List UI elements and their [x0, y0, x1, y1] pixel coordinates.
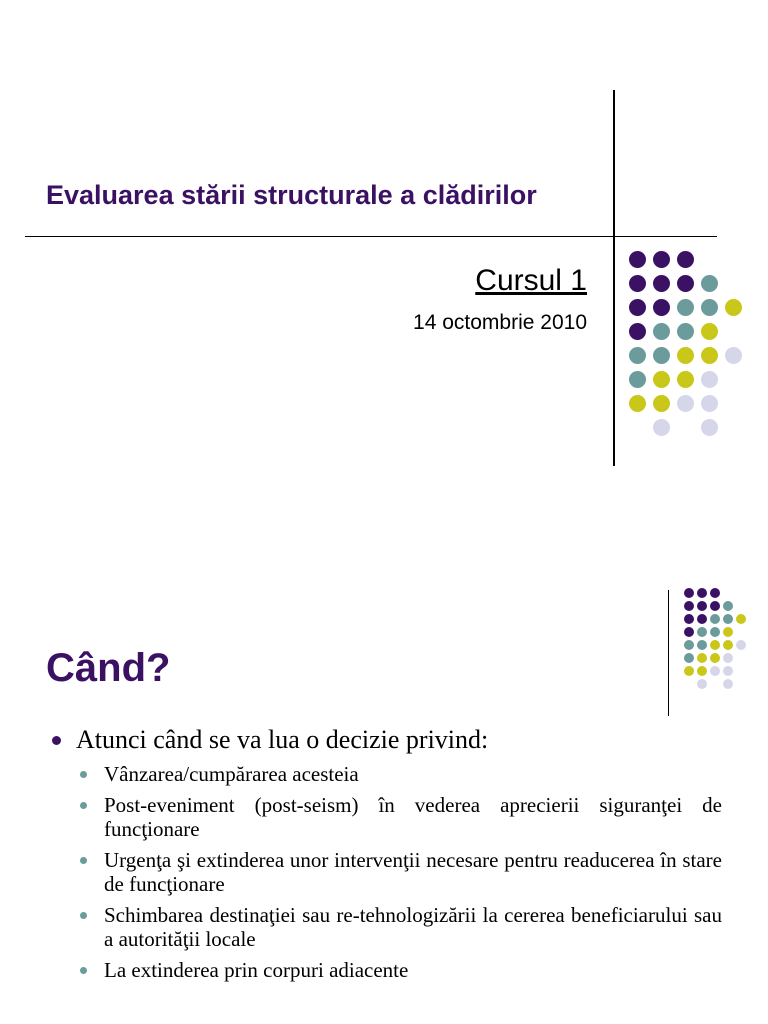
sub-bullet-item — [74, 903, 722, 951]
decorative-dot — [653, 299, 670, 316]
bullet-list — [46, 724, 722, 989]
decorative-dot — [677, 275, 694, 292]
slide-2 — [0, 512, 768, 1024]
decorative-dot — [697, 653, 707, 663]
decorative-dot — [684, 601, 694, 611]
decorative-dot — [723, 627, 733, 637]
slide-title: Evaluarea stării structurale a clădirilor — [46, 180, 537, 210]
bullet-icon — [52, 736, 61, 745]
sub-bullet-text: Vânzarea/cumpărarea acesteia — [104, 762, 359, 786]
decorative-dot — [629, 251, 646, 268]
decorative-dot — [710, 627, 720, 637]
sub-bullet-item — [74, 762, 722, 786]
decorative-dot — [723, 679, 733, 689]
decorative-dot — [629, 299, 646, 316]
decorative-dot — [701, 395, 718, 412]
decorative-dot — [629, 347, 646, 364]
vertical-divider — [613, 90, 615, 466]
decorative-dot — [697, 601, 707, 611]
bullet-item — [46, 724, 722, 756]
decorative-dot — [653, 395, 670, 412]
vertical-divider — [668, 590, 669, 716]
decorative-dot — [710, 653, 720, 663]
decorative-dot — [684, 627, 694, 637]
sub-bullet-item — [74, 958, 722, 982]
decorative-dot — [697, 627, 707, 637]
decorative-dot — [710, 601, 720, 611]
decorative-dot — [725, 347, 742, 364]
decorative-dot — [725, 299, 742, 316]
course-date: 14 octombrie 2010 — [413, 311, 587, 334]
decorative-dot — [653, 347, 670, 364]
decorative-dot — [701, 347, 718, 364]
decorative-dot — [736, 640, 746, 650]
decorative-dot — [723, 666, 733, 676]
decorative-dot — [653, 251, 670, 268]
decorative-dot — [736, 614, 746, 624]
decorative-dot — [697, 588, 707, 598]
decorative-dot — [710, 640, 720, 650]
decorative-dot — [697, 666, 707, 676]
decorative-dot — [723, 653, 733, 663]
decorative-dot — [653, 275, 670, 292]
decorative-dot — [697, 640, 707, 650]
decorative-dot — [653, 371, 670, 388]
decorative-dot — [677, 251, 694, 268]
decorative-dot — [701, 419, 718, 436]
course-number: Cursul 1 — [475, 264, 587, 297]
bullet-icon — [80, 802, 87, 809]
decorative-dot — [701, 275, 718, 292]
decorative-dot — [677, 323, 694, 340]
decorative-dot — [629, 323, 646, 340]
decorative-dot — [629, 395, 646, 412]
bullet-icon — [80, 771, 87, 778]
sub-bullet-item — [74, 793, 722, 841]
sub-bullet-text: Post-eveniment (post-seism) în vederea aprecierii siguranţei de funcţionare — [104, 793, 722, 841]
bullet-text: Atunci când se va lua o decizie privind: — [76, 725, 489, 754]
bullet-icon — [80, 967, 87, 974]
decorative-dot — [629, 371, 646, 388]
decorative-dot — [677, 395, 694, 412]
decorative-dot — [710, 614, 720, 624]
decorative-dot — [697, 614, 707, 624]
decorative-dot — [684, 666, 694, 676]
bullet-icon — [80, 857, 87, 864]
decorative-dot — [723, 614, 733, 624]
sub-bullet-item — [74, 848, 722, 896]
decorative-dot — [723, 640, 733, 650]
decorative-dot — [684, 614, 694, 624]
decorative-dot — [701, 371, 718, 388]
decorative-dot — [710, 666, 720, 676]
slide-title: Când? — [46, 646, 171, 690]
decorative-dot — [677, 347, 694, 364]
decorative-dot — [653, 323, 670, 340]
sub-bullet-text: Urgenţa şi extinderea unor intervenţii necesare pentru readucerea în stare de funcţionare — [104, 848, 722, 896]
bullet-icon — [80, 912, 87, 919]
decorative-dot — [677, 299, 694, 316]
decorative-dot — [701, 323, 718, 340]
decorative-dot — [684, 640, 694, 650]
sub-bullet-text: Schimbarea destinaţiei sau re-tehnologizării la cererea beneficiarului sau a autorităţii locale — [104, 903, 722, 951]
decorative-dot — [653, 419, 670, 436]
decorative-dot — [677, 371, 694, 388]
decorative-dot — [684, 588, 694, 598]
sub-bullet-text: La extinderea prin corpuri adiacente — [104, 958, 409, 982]
horizontal-divider — [25, 236, 717, 237]
decorative-dot — [723, 601, 733, 611]
decorative-dot — [629, 275, 646, 292]
decorative-dot — [710, 588, 720, 598]
decorative-dot — [697, 679, 707, 689]
decorative-dot — [684, 653, 694, 663]
decorative-dot — [701, 299, 718, 316]
